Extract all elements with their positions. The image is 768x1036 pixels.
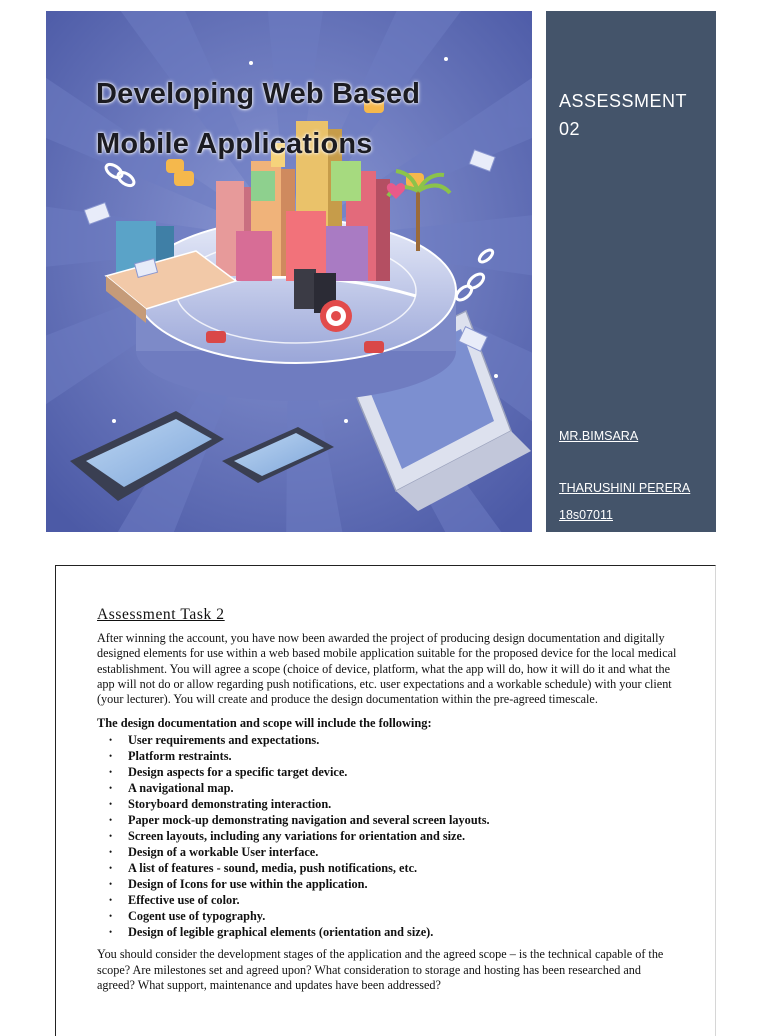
cover-title-line2: Mobile Applications <box>96 128 373 160</box>
list-item: • Design of Icons for use within the application. <box>109 876 677 892</box>
list-item: • Storyboard demonstrating interaction. <box>109 796 677 812</box>
list-item: • Platform restraints. <box>109 748 677 764</box>
list-item: • Design of a workable User interface. <box>109 844 677 860</box>
assessment-heading-line1: ASSESSMENT <box>559 91 688 111</box>
list-item: • Design aspects for a specific target device. <box>109 764 677 780</box>
cover-title-line1: Developing Web Based <box>96 78 421 110</box>
document-page <box>55 565 716 1036</box>
list-item: • Screen layouts, including any variations for orientation and size. <box>109 828 677 844</box>
cover-title <box>96 69 420 169</box>
task-title: Assessment Task 2 <box>97 606 225 623</box>
list-item: • Design of legible graphical elements (orientation and size). <box>109 924 677 940</box>
list-item: • Effective use of color. <box>109 892 677 908</box>
intro-paragraph: After winning the account, you have now been awarded the project of producing design documentation and digitally designed elements for use within a web based mobile application suitable for the proposed device for the local medical establishment. You will agree a scope (choice of device, platform, what the app will do, how it will do it and what the app will not do or allow regarding push notifications, etc. user expectations and a workable schedule) with your client (your lecturer). You will create and produce the design documentation within the pre-agreed timescale. <box>97 631 677 707</box>
cover-sidebar <box>546 11 716 532</box>
scope-list <box>97 732 677 940</box>
document-content <box>97 606 677 993</box>
closing-paragraph: You should consider the development stages of the application and the agreed scope – is the technical capable of the scope? Are milestones set and agreed upon? What consideration to storage and hosting has been researched and agreed? What support, maintenance and updates have been addressed? <box>97 947 664 993</box>
scope-heading: The design documentation and scope will include the following: <box>97 716 432 731</box>
student-id-link[interactable]: 18s07011 <box>559 508 613 522</box>
cover-image <box>46 11 532 532</box>
assessment-heading-line2: 02 <box>559 119 581 139</box>
list-item: • Paper mock-up demonstrating navigation and several screen layouts. <box>109 812 677 828</box>
assessment-heading <box>559 87 687 143</box>
list-item: • User requirements and expectations. <box>109 732 677 748</box>
student-name-link[interactable]: THARUSHINI PERERA <box>559 481 691 495</box>
list-item: • A navigational map. <box>109 780 677 796</box>
list-item: • Cogent use of typography. <box>109 908 677 924</box>
lecturer-name-link[interactable]: MR.BIMSARA <box>559 429 639 443</box>
list-item: • A list of features - sound, media, push notifications, etc. <box>109 860 677 876</box>
